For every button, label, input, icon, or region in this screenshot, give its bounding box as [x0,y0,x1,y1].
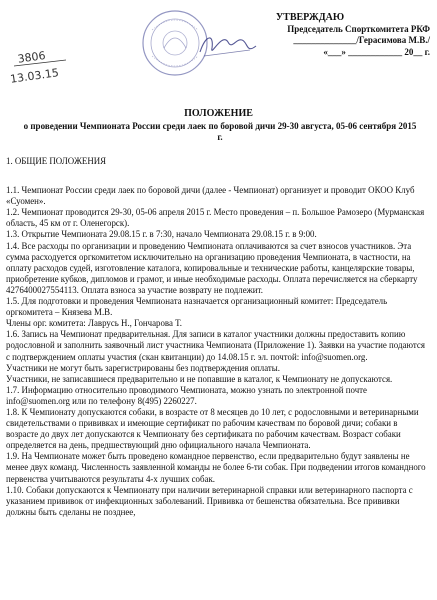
approval-block [190,12,430,58]
paragraph: 1.6. Запись на Чемпионат предварительная. Для записи в каталог участники должны предоставить копию родословной и заполнить заявочный лист участника Чемпионата (Приложение 1). Заявки на участие подаются с подтверждением оплаты участия (скан квитанции) до 14.08.15 г. эл. почтой: info@suomen.org. [6,329,425,362]
paragraph: 1.5. Для подготовки и проведения Чемпионата назначается организационный комитет: Председатель оргкомитета – Князева М.В. [6,296,388,318]
paragraph: 1.3. Открытие Чемпионата 29.08.15 г. в 7:30, начало Чемпионата 29.08.15 г. в 9:00. [6,229,317,240]
paragraph: 1.4. Все расходы по организации и проведению Чемпионата оплачиваются за счет взносов участников. Эта сумма расходуется оргкомитетом исключительно на организацию проведения Чемпионата, в частности, на оплату расходов судей, изготовление каталога, копировальные и технические работы, канцелярские товары, приобретение кубков, дипломов и грамот, и иные необходимые расходы. Оплата перечисляется на сберкарту 4276400027554113. Оплата взноса за участие возврату не подлежит. [6,240,418,295]
handwritten-registration-number [8,46,76,86]
document-title: ПОЛОЖЕНИЕ [184,108,253,119]
svg-text:3806: 3806 [16,48,47,66]
paragraph: Члены орг. комитета: Лаврусь Н., Гончарова Т. [6,318,182,329]
approval-position: Председатель Спорткомитета РКФ [287,23,430,34]
document-subtitle: о проведении Чемпионата России среди лаек по боровой дичи 29-30 августа, 05-06 сентября 2015 г. [23,121,417,142]
paragraph: Участники не могут быть зарегистрированы без подтверждения оплаты. [6,362,280,373]
paragraph: 1.8. К Чемпионату допускаются собаки, в возрасте от 8 месяцев до 10 лет, с родословными и ветеринарными свидетельствами о прививках и имеющие сертификат по рабочим качествам по боровой дичи; собаки в возрасте до двух лет допускаются к Чемпионату без сертификата по рабочим качествам. Возраст собаки определяется на день, предшествующий дню официального начала Чемпионата. [6,406,419,451]
document-body [6,156,431,518]
paragraph: 1.9. На Чемпионате может быть проведено командное первенство, если предварительно будут заявлены не менее двух команд. Численность заявленной команды не более 6-ти собак. При подведении итогов командного первенства учитываются результаты 4-х лучших собак. [6,451,426,484]
paragraph: 1.1. Чемпионат России среди лаек по боровой дичи (далее - Чемпионат) организует и проводит ОКОО Клуб «Суомен». [6,185,415,207]
approval-title: УТВЕРЖДАЮ [275,12,345,23]
svg-text:13.03.15: 13.03.15 [9,66,60,86]
paragraph: 1.7. Информацию относительно проводимого Чемпионата, можно узнать по электронной почте info@suomen.org или по телефону 8(495) 2260227. [6,384,367,406]
approval-signature-line: ______________/Герасимова М.В./ [293,35,430,45]
paragraph: Участники, не записавшиеся предварительно и не попавшие в каталог, к Чемпионату не допускаются. [6,373,393,384]
paragraph: 1.2. Чемпионат проводится 29-30, 05-06 апреля 2015 г. Место проведения – п. Большое Рамозеро (Мурманская область, 45 км от г. Оленегорск). [6,207,425,229]
paragraph: 1.10. Собаки допускаются к Чемпионату при наличии ветеринарной справки или ветеринарного паспорта с указанием прививок от инфекционных заболеваний. Прививка от бешенства обязательна. Все прививки должны быть сделаны не позднее, [6,484,413,517]
approval-date-line: «___» ____________ 20__ г. [323,46,430,57]
section-heading: 1. ОБЩИЕ ПОЛОЖЕНИЯ [6,156,107,166]
